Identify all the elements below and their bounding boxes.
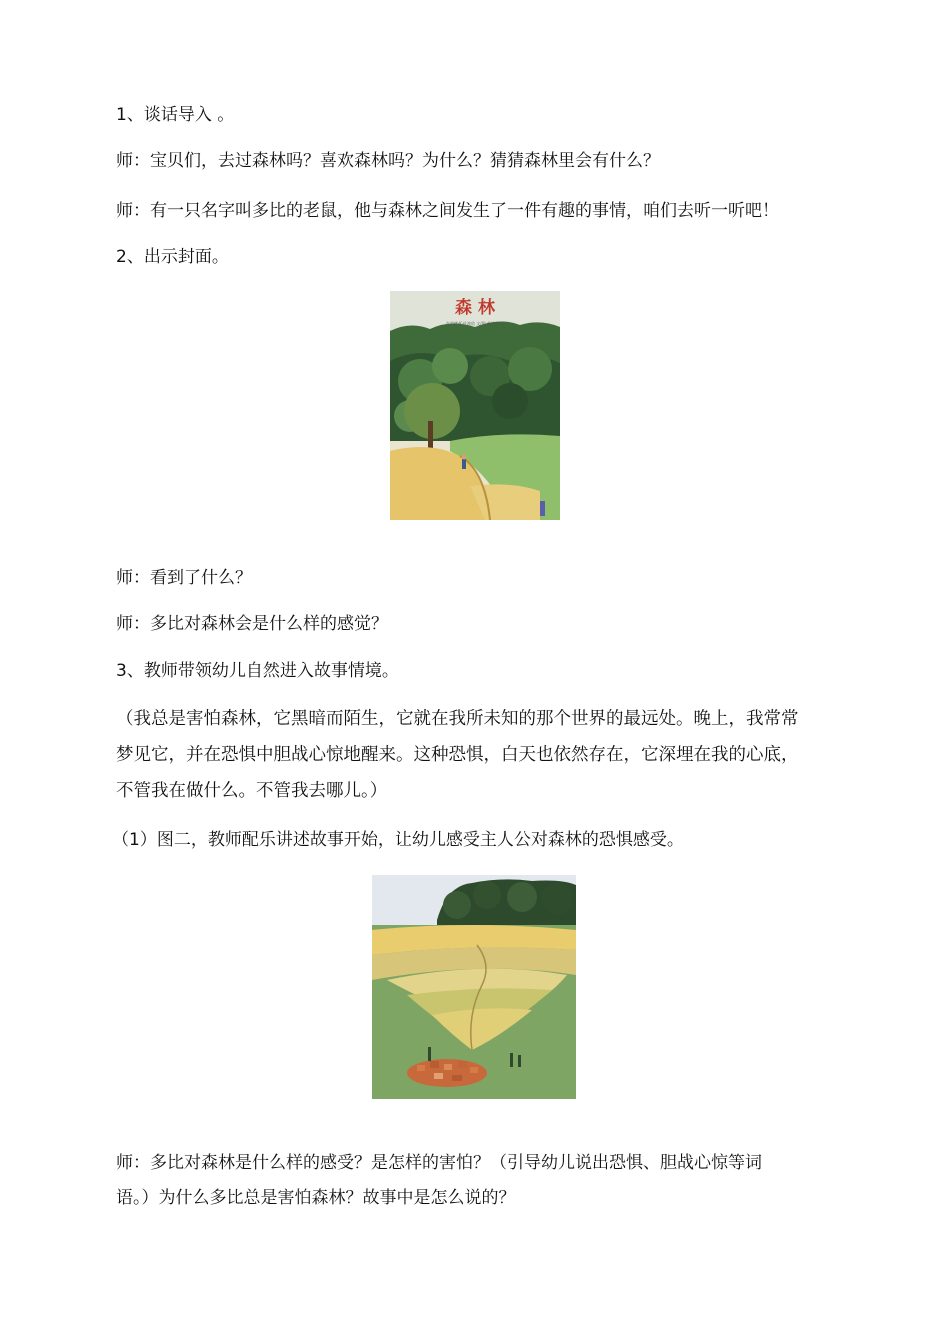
story-excerpt-line-2: 梦见它，并在恐惧中胆战心惊地醒来。这种恐惧，白天也依然存在，它深埋在我的心底，: [116, 745, 799, 765]
teacher-question-feeling: 师：多比对森林会是什么样的感觉？: [116, 614, 388, 634]
section-heading-cover: 2、出示封面。: [116, 247, 229, 267]
teacher-introduction: 师：有一只名字叫多比的老鼠，他与森林之间发生了一件有趣的事情，咱们去听一听吧！: [116, 201, 779, 221]
cover-title: 森 林: [455, 298, 495, 318]
section-heading-story: 3、教师带领幼儿自然进入故事情境。: [116, 661, 399, 681]
teacher-question-fear-1: 师：多比对森林是什么样的感受？是怎样的害怕？（引导幼儿说出恐惧、胆战心惊等词: [116, 1153, 762, 1173]
teacher-question-fear-2: 语。）为什么多比总是害怕森林？故事中是怎么说的？: [116, 1188, 516, 1208]
teacher-question-see: 师：看到了什么？: [116, 568, 252, 588]
story-illustration-image: [372, 875, 576, 1099]
book-cover-image: [390, 291, 560, 520]
story-excerpt-line-1: （我总是害怕森林，它黑暗而陌生，它就在我所未知的那个世界的最远处。晚上，我常常: [116, 709, 799, 729]
cover-credits: 克劳德·K·杜波依 文/图 余治莹 译: [445, 321, 505, 326]
story-excerpt-line-3: 不管我在做什么。不管我去哪儿。）: [116, 781, 388, 801]
section-heading-intro: 1、谈话导入 。: [116, 105, 235, 125]
teacher-question: 师：宝贝们，去过森林吗？喜欢森林吗？为什么？猜猜森林里会有什么？: [116, 151, 660, 171]
activity-step-1: （1）图二，教师配乐讲述故事开始，让幼儿感受主人公对森林的恐惧感受。: [112, 830, 684, 850]
